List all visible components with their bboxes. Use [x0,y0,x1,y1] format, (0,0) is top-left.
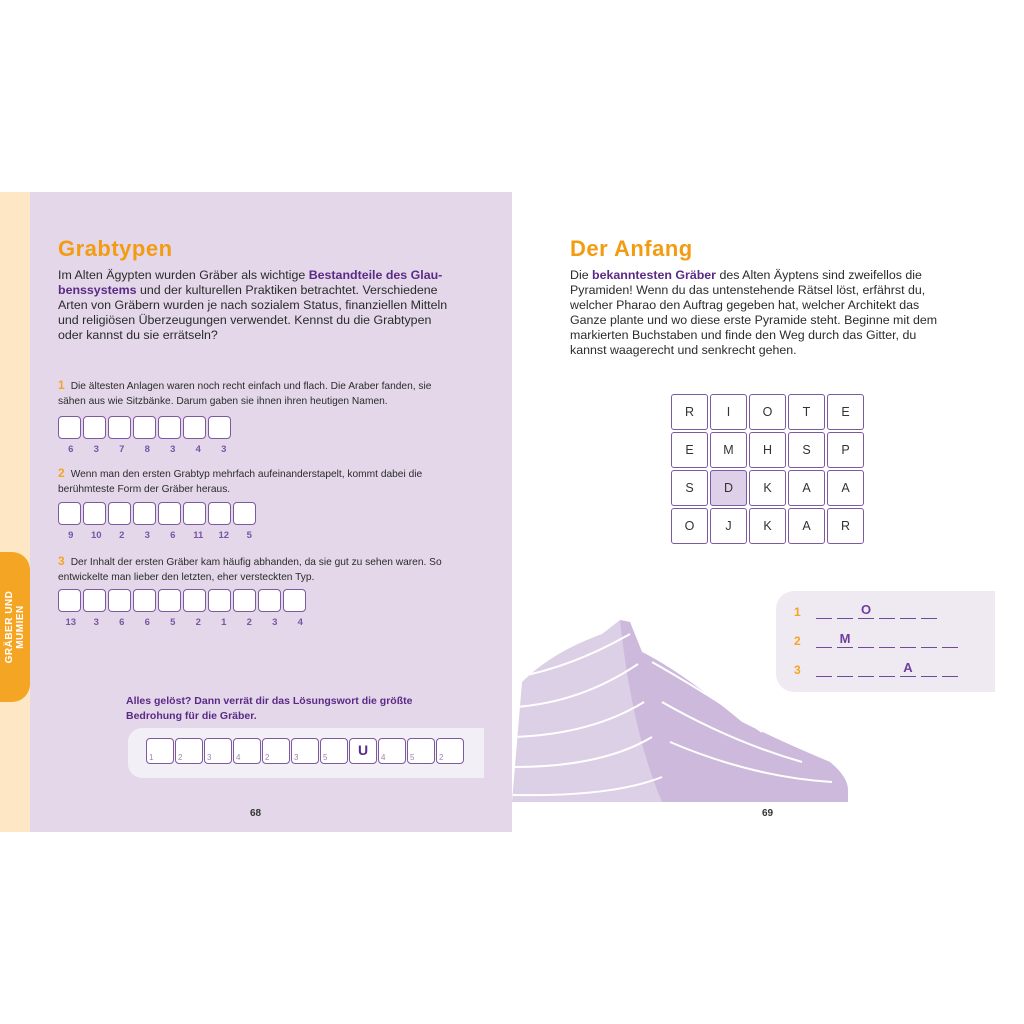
answer-row-2[interactable] [794,632,963,648]
right-page [512,192,1024,832]
solution-box-letter: U [357,742,369,758]
solution-box[interactable] [204,738,232,764]
answer-box[interactable] [208,416,231,439]
answer-slot[interactable]: O [858,603,874,619]
grid-cell-start[interactable]: D [710,470,747,506]
code-number: 10 [90,530,102,541]
grid-cell[interactable]: R [827,508,864,544]
question-number: 2 [58,466,65,480]
answer-slot[interactable] [816,632,832,648]
answer-box[interactable] [58,589,81,612]
question-1 [58,378,458,409]
answer-box[interactable] [258,589,281,612]
solution-box-index: 2 [178,753,183,762]
grid-cell[interactable]: O [749,394,786,430]
solution-box[interactable] [175,738,203,764]
grid-cell[interactable]: E [671,432,708,468]
answer-boxes-3[interactable] [58,589,308,612]
answer-slot[interactable] [942,632,958,648]
solution-box-index: 4 [236,753,241,762]
code-number: 5 [246,530,252,541]
answer-slot[interactable] [879,661,895,677]
code-number: 4 [297,617,303,628]
answer-box[interactable] [83,502,106,525]
code-number: 9 [68,530,74,541]
answer-slot[interactable] [879,603,895,619]
answer-slot[interactable] [837,603,853,619]
answer-number: 2 [794,634,801,648]
chapter-tab-line-1: GRÄBER UND [4,590,15,664]
solution-prompt: Alles gelöst? Dann verrät dir das Lösungswort die größte Bedrohung für die Gräber. [126,695,413,722]
grid-cell[interactable]: H [749,432,786,468]
answer-box[interactable] [108,589,131,612]
grid-cell[interactable]: O [671,508,708,544]
answer-slot[interactable] [858,632,874,648]
page-number: 69 [762,808,774,819]
solution-box-index: 2 [439,753,444,762]
solution-box[interactable] [262,738,290,764]
grid-cell[interactable]: S [788,432,825,468]
intro-bold: bekanntesten Gräber [592,268,716,282]
code-numbers-3 [58,617,313,628]
code-numbers-1 [58,444,237,455]
code-number: 1 [221,617,227,628]
answer-box[interactable] [58,416,81,439]
solution-box[interactable] [407,738,435,764]
answer-box[interactable] [83,416,106,439]
chapter-tab [0,552,30,702]
solution-box-index: 5 [323,753,328,762]
question-number: 3 [58,554,65,568]
answer-box[interactable] [158,502,181,525]
code-number: 3 [170,444,176,455]
intro-bold: Bestandteile des Glau-benssystems [58,268,443,297]
code-number: 6 [68,444,74,455]
intro-post: und der kulturellen Praktiken betrachtet. Verschiedene Arten von Gräbern wurden je nach sozialem Status, finanziellen Mitteln und religiösen Überzeugungen verwendet. Kennst du die Grabtypen oder kannst du sie errätseln? [58,283,448,342]
answer-box[interactable] [183,589,206,612]
answer-box[interactable] [158,416,181,439]
code-number: 4 [195,444,201,455]
grid-cell[interactable]: K [749,508,786,544]
answer-box[interactable] [83,589,106,612]
solution-box-index: 2 [265,753,270,762]
answer-slot[interactable] [879,632,895,648]
answer-box[interactable] [183,416,206,439]
grid-cell[interactable]: A [788,508,825,544]
answer-slot[interactable] [816,603,832,619]
answer-slot[interactable] [837,661,853,677]
code-number: 3 [93,444,99,455]
answer-box[interactable] [108,416,131,439]
code-numbers-2 [58,530,262,541]
answer-slot[interactable] [942,661,958,677]
code-number: 13 [65,617,77,628]
solution-box[interactable] [349,738,377,764]
answer-slot[interactable] [921,603,937,619]
code-number: 2 [246,617,252,628]
code-number: 2 [119,530,125,541]
answer-slot[interactable] [921,632,937,648]
intro-text [58,268,458,343]
question-text: Die ältesten Anlagen waren noch recht einfach und flach. Die Araber fanden, sie sähen aus wie Sitzbänke. Darum gaben sie ihnen ihren heutigen Namen. [58,381,432,407]
answer-slot[interactable] [858,661,874,677]
page-title: Grabtypen [58,236,173,261]
answer-number: 1 [794,605,801,619]
grid-cell[interactable]: I [710,394,747,430]
grid-cell[interactable]: K [749,470,786,506]
grid-cell[interactable]: J [710,508,747,544]
answer-row-3[interactable] [794,661,963,677]
code-number: 2 [195,617,201,628]
grid-cell[interactable]: S [671,470,708,506]
solution-box-index: 1 [149,753,154,762]
code-number: 6 [144,617,150,628]
solution-boxes[interactable] [146,738,465,764]
answer-box[interactable] [208,589,231,612]
book-spread [0,192,1024,832]
question-2 [58,466,458,497]
answer-box[interactable] [158,589,181,612]
solution-box-index: 3 [207,753,212,762]
answer-box[interactable] [233,589,256,612]
answer-box[interactable] [133,416,156,439]
question-text: Wenn man den ersten Grabtyp mehrfach aufeinanderstapelt, kommt dabei die berühmteste Form der Gräber heraus. [58,469,423,495]
answer-panel [776,591,995,692]
solution-box[interactable] [146,738,174,764]
grid-cell[interactable]: A [788,470,825,506]
grid-cell[interactable]: R [671,394,708,430]
page-number: 68 [250,808,262,819]
grid-cell[interactable]: P [827,432,864,468]
grid-cell[interactable]: A [827,470,864,506]
solution-box[interactable] [436,738,464,764]
code-number: 3 [272,617,278,628]
grid-cell[interactable]: M [710,432,747,468]
answer-boxes-2[interactable] [58,502,258,525]
code-number: 6 [170,530,176,541]
grid-cell[interactable]: T [788,394,825,430]
code-number: 11 [193,530,204,541]
question-3 [58,554,458,585]
solution-box-index: 3 [294,753,299,762]
code-number: 6 [119,617,125,628]
answer-box[interactable] [133,502,156,525]
answer-box[interactable] [283,589,306,612]
answer-box[interactable] [208,502,231,525]
code-number: 12 [218,530,230,541]
solution-box[interactable] [320,738,348,764]
intro-pre: Im Alten Ägypten wurden Gräber als wichtige [58,268,309,282]
side-strip [0,192,30,832]
page-title: Der Anfang [570,236,693,261]
answer-number: 3 [794,663,801,677]
code-number: 3 [144,530,150,541]
answer-slot[interactable] [900,603,916,619]
code-number: 5 [170,617,176,628]
answer-slot[interactable] [921,661,937,677]
solution-box-index: 4 [381,753,386,762]
intro-post: des Alten Äyptens sind zweifellos die Pyramiden! Wenn du das untenstehende Rätsel löst, erfährst du, welcher Pharao den Auftrag gegeben hat, welcher Architekt das Ganze plante und wo diese erste Pyramide steht. Beginne mit dem markierten Buchstaben und finde den Weg durch das Gitter, du kannst waagerecht und senkrecht gehen. [570,268,938,357]
question-text: Der Inhalt der ersten Gräber kam häufig abhanden, da sie gut zu sehen waren. So entwickelte man lieber den letzten, eher versteckten Typ. [58,557,442,583]
letter-grid [670,393,865,545]
answer-box[interactable] [133,589,156,612]
answer-row-1[interactable] [794,603,942,619]
code-number: 7 [119,444,125,455]
answer-box[interactable] [233,502,256,525]
answer-box[interactable] [108,502,131,525]
answer-slot[interactable] [900,632,916,648]
answer-slot[interactable]: A [900,661,916,677]
solution-box[interactable] [233,738,261,764]
code-number: 8 [144,444,150,455]
answer-slot[interactable]: M [837,632,853,648]
left-page [30,192,512,832]
grid-cell[interactable]: E [827,394,864,430]
answer-box[interactable] [183,502,206,525]
intro-pre: Die [570,268,593,282]
answer-box[interactable] [58,502,81,525]
question-number: 1 [58,378,65,392]
solution-bar [128,728,484,778]
intro-text [570,268,950,358]
solution-box[interactable] [378,738,406,764]
code-number: 3 [221,444,227,455]
solution-box[interactable] [291,738,319,764]
code-number: 3 [93,617,99,628]
solution-box-index: 5 [410,753,415,762]
answer-boxes-1[interactable] [58,416,233,439]
chapter-tab-line-2: MUMIEN [15,605,26,649]
chapter-tab-label [4,591,26,664]
answer-slot[interactable] [816,661,832,677]
